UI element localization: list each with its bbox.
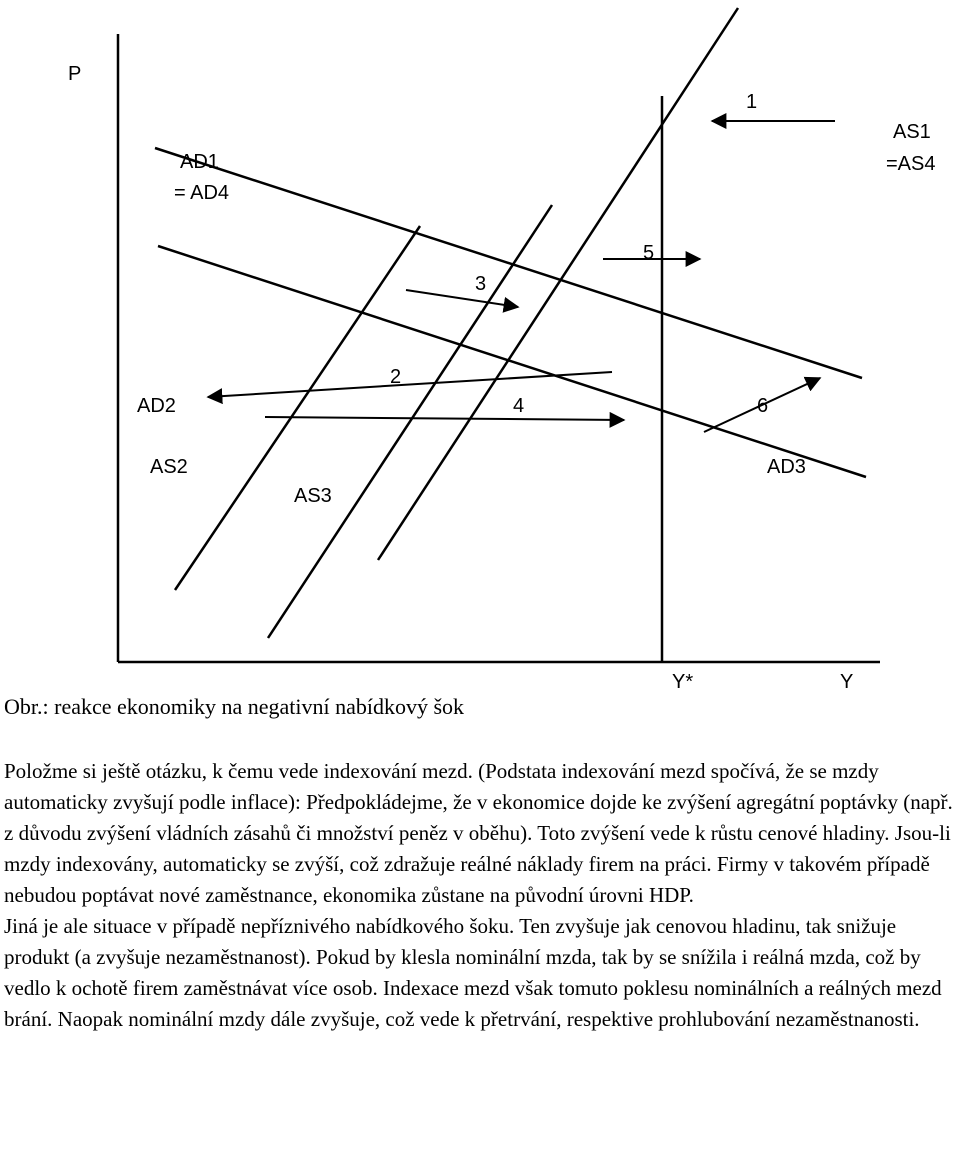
curve-ad1-ad4 (155, 148, 862, 378)
price-axis-label: P (68, 63, 82, 85)
step-label-6: 6 (757, 395, 769, 417)
arrow-step-2 (208, 372, 612, 397)
label-ad2: AD2 (137, 395, 176, 417)
label-as3: AS3 (294, 485, 332, 507)
curve-as3 (268, 205, 552, 638)
step-label-1: 1 (746, 91, 758, 113)
step-label-2: 2 (390, 366, 402, 388)
label-ad3: AD3 (767, 456, 806, 478)
body-text (4, 756, 956, 1035)
step-label-5: 5 (643, 242, 655, 264)
step-label-4: 4 (513, 395, 525, 417)
figure-caption: Obr.: reakce ekonomiky na negativní nabídkový šok (4, 694, 465, 719)
step-label-3: 3 (475, 273, 487, 295)
label-as2: AS2 (150, 456, 188, 478)
label-ad4: = AD4 (174, 182, 230, 204)
curve-as1-as4 (378, 8, 738, 560)
arrow-step-4 (265, 417, 624, 420)
potential-output-label: Y* (672, 671, 694, 693)
output-axis-label: Y (840, 671, 854, 693)
paragraph-supply-shock: Jiná je ale situace v případě nepříznivého nabídkového šoku. Ten zvyšuje jak cenovou hladinu, tak snižuje produkt (a zvyšuje nezaměstnanost). Pokud by klesla nominální mzda, tak by se snížila i reálná mzda, což by vedlo k ochotě firem zaměstnávat více osob. Indexace mezd však tomuto poklesu nominálních a reálných mezd brání. Naopak nominální mzdy dále zvyšuje, což vede k přetrvání, respektive prohlubování nezaměstnanosti. (4, 914, 942, 1031)
curve-ad2 (158, 246, 866, 477)
curve-as2 (175, 226, 420, 590)
label-ad1: AD1 (180, 151, 219, 173)
label-as1: AS1 (893, 121, 931, 143)
arrow-step-3 (406, 290, 518, 307)
label-as4: =AS4 (886, 153, 936, 175)
paragraph-wage-indexation: Položme si ještě otázku, k čemu vede indexování mezd. (Podstata indexování mezd spočívá, že se mzdy automaticky zvyšují podle inflace): Předpokládejme, že v ekonomice dojde ke zvýšení agregátní poptávky (např. z důvodu zvýšení vládních zásahů či množství peněz v oběhu). Toto zvýšení vede k růstu cenové hladiny. Jsou-li mzdy indexovány, automaticky se zvýší, což zdražuje reálné náklady firem na práci. Firmy v takovém případě nebudou poptávat nové zaměstnance, ekonomika zůstane na původní úrovni HDP. (4, 759, 953, 907)
